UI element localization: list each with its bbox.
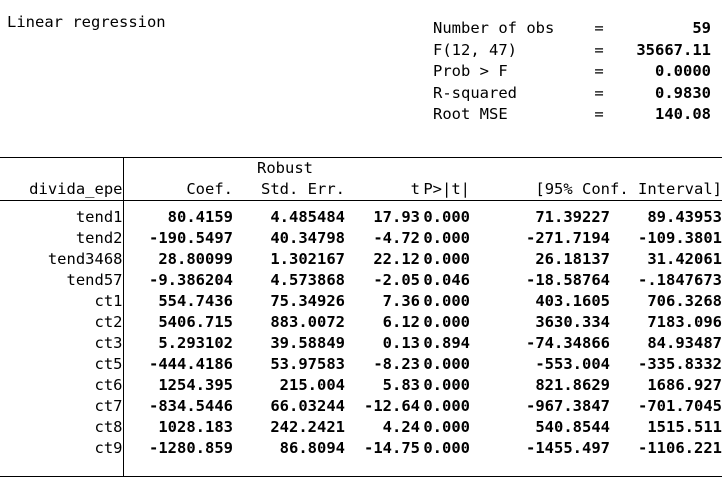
table-row xyxy=(0,438,722,477)
stderr-column-header: Std. Err. xyxy=(233,179,345,201)
coefficient-rows xyxy=(0,201,722,477)
row-value-t: -4.72 xyxy=(373,229,420,247)
p-column-header: P>|t| xyxy=(420,179,470,201)
row-value-stderr: 242.2421 xyxy=(270,418,345,436)
row-value-coef: -444.4186 xyxy=(149,355,233,373)
row-value-ci_low: -74.34866 xyxy=(526,334,610,352)
header-spacer xyxy=(470,158,610,180)
table-row xyxy=(0,375,722,396)
row-value-coef: -834.5446 xyxy=(149,397,233,415)
row-value-t: 0.13 xyxy=(382,334,420,352)
row-value-stderr: 4.573868 xyxy=(270,271,345,289)
row-variable-label: ct3 xyxy=(0,333,123,354)
row-value-p: 0.046 xyxy=(423,271,470,289)
row-value-ci_low: -271.7194 xyxy=(526,229,610,247)
model-stats-table xyxy=(433,12,711,143)
row-value-coef: 28.80099 xyxy=(158,250,233,268)
row-value-p: 0.000 xyxy=(423,376,470,394)
row-value-p: 0.000 xyxy=(423,208,470,226)
row-value-ci_low: 3630.334 xyxy=(535,313,610,331)
equals-sign: = xyxy=(594,83,604,102)
header-spacer xyxy=(123,158,233,180)
row-value-ci_low: -967.3847 xyxy=(526,397,610,415)
row-value-ci_high: 1686.927 xyxy=(647,376,722,394)
row-value-stderr: 75.34926 xyxy=(270,292,345,310)
table-row xyxy=(0,417,722,438)
row-variable-label: ct5 xyxy=(0,354,123,375)
stat-row-obs xyxy=(433,12,711,40)
header-spacer xyxy=(345,158,420,180)
table-row xyxy=(0,201,722,229)
row-value-stderr: 215.004 xyxy=(279,376,345,394)
row-value-ci_high: -.1847673 xyxy=(638,271,722,289)
row-variable-label: tend3468 xyxy=(0,249,123,270)
row-value-coef: 5406.715 xyxy=(158,313,233,331)
robust-header-row xyxy=(0,158,722,180)
equals-sign: = xyxy=(594,40,604,59)
row-value-t: 22.12 xyxy=(373,250,420,268)
table-row xyxy=(0,270,722,291)
table-row xyxy=(0,396,722,417)
row-value-ci_low: 540.8544 xyxy=(535,418,610,436)
row-value-p: 0.894 xyxy=(423,334,470,352)
row-value-coef: 80.4159 xyxy=(167,208,233,226)
stat-value: 0.0000 xyxy=(655,62,711,80)
row-variable-label: tend57 xyxy=(0,270,123,291)
header-spacer xyxy=(610,158,722,180)
equals-sign: = xyxy=(594,105,604,123)
row-value-ci_high: 84.93487 xyxy=(647,334,722,352)
stat-value: 35667.11 xyxy=(636,40,711,59)
row-value-coef: 1028.183 xyxy=(158,418,233,436)
row-value-stderr: 40.34798 xyxy=(270,229,345,247)
stat-value: 59 xyxy=(692,19,711,37)
equals-sign: = xyxy=(594,19,604,37)
results-header xyxy=(0,0,722,157)
robust-label: Robust xyxy=(257,159,313,177)
row-value-ci_high: -109.3801 xyxy=(638,229,722,247)
depvar-label: divida_epe xyxy=(0,179,123,201)
row-value-ci_high: 89.43953 xyxy=(647,208,722,226)
stat-row-f xyxy=(433,40,711,62)
row-value-p: 0.000 xyxy=(423,250,470,268)
row-variable-label: tend1 xyxy=(0,201,123,229)
row-value-t: -12.64 xyxy=(364,397,420,415)
row-value-t: -14.75 xyxy=(364,439,420,457)
row-value-coef: 5.293102 xyxy=(158,334,233,352)
row-value-t: 7.36 xyxy=(382,292,420,310)
column-header-row xyxy=(0,179,722,201)
row-value-ci_low: 71.39227 xyxy=(535,208,610,226)
row-value-stderr: 66.03244 xyxy=(270,397,345,415)
table-row xyxy=(0,291,722,312)
row-value-ci_high: -1106.221 xyxy=(638,439,722,457)
row-variable-label: ct7 xyxy=(0,396,123,417)
row-value-p: 0.000 xyxy=(423,292,470,310)
row-value-coef: -190.5497 xyxy=(149,229,233,247)
table-row xyxy=(0,228,722,249)
row-value-coef: -1280.859 xyxy=(149,439,233,457)
row-value-coef: 1254.395 xyxy=(158,376,233,394)
row-value-stderr: 883.0072 xyxy=(270,313,345,331)
coefficient-table xyxy=(0,157,722,477)
row-value-t: 5.83 xyxy=(382,376,420,394)
stat-label: R-squared xyxy=(433,83,517,102)
row-variable-label: ct2 xyxy=(0,312,123,333)
row-value-stderr: 39.58849 xyxy=(270,334,345,352)
row-value-ci_high: 7183.096 xyxy=(647,313,722,331)
row-value-t: 6.12 xyxy=(382,313,420,331)
row-value-t: -8.23 xyxy=(373,355,420,373)
stat-label: Root MSE xyxy=(433,105,508,123)
table-row xyxy=(0,333,722,354)
row-value-ci_low: 403.1605 xyxy=(535,292,610,310)
row-variable-label: tend2 xyxy=(0,228,123,249)
row-value-p: 0.000 xyxy=(423,313,470,331)
header-spacer xyxy=(420,158,470,180)
ci-column-header: [95% Conf. Interval] xyxy=(470,179,722,201)
equals-sign: = xyxy=(594,62,604,80)
row-value-stderr: 53.97583 xyxy=(270,355,345,373)
row-variable-label: ct9 xyxy=(0,438,123,477)
row-variable-label: ct1 xyxy=(0,291,123,312)
stat-label: F(12, 47) xyxy=(433,40,517,59)
row-value-p: 0.000 xyxy=(423,229,470,247)
row-variable-label: ct6 xyxy=(0,375,123,396)
row-value-ci_low: -18.58764 xyxy=(526,271,610,289)
row-value-coef: 554.7436 xyxy=(158,292,233,310)
stat-row-prob-f xyxy=(433,61,711,83)
row-value-ci_high: -701.7045 xyxy=(638,397,722,415)
row-value-ci_high: -335.8332 xyxy=(638,355,722,373)
row-value-ci_low: 821.8629 xyxy=(535,376,610,394)
regression-type-label: Linear regression xyxy=(7,13,166,31)
stat-value: 0.9830 xyxy=(655,83,711,102)
row-value-stderr: 4.485484 xyxy=(270,208,345,226)
stat-label: Prob > F xyxy=(433,62,508,80)
row-value-stderr: 1.302167 xyxy=(270,250,345,268)
header-spacer xyxy=(0,158,123,180)
row-value-ci_high: 1515.511 xyxy=(647,418,722,436)
row-value-p: 0.000 xyxy=(423,355,470,373)
stat-row-rsquared xyxy=(433,83,711,105)
row-value-ci_low: -553.004 xyxy=(535,355,610,373)
row-value-ci_high: 31.42061 xyxy=(647,250,722,268)
row-value-coef: -9.386204 xyxy=(149,271,233,289)
row-value-ci_low: 26.18137 xyxy=(535,250,610,268)
t-column-header: t xyxy=(345,179,420,201)
row-value-t: 4.24 xyxy=(382,418,420,436)
row-value-p: 0.000 xyxy=(423,397,470,415)
table-row xyxy=(0,312,722,333)
table-row xyxy=(0,249,722,270)
row-value-t: 17.93 xyxy=(373,208,420,226)
row-value-p: 0.000 xyxy=(423,418,470,436)
row-value-t: -2.05 xyxy=(373,271,420,289)
coef-column-header: Coef. xyxy=(123,179,233,201)
row-value-ci_low: -1455.497 xyxy=(526,439,610,457)
row-value-stderr: 86.8094 xyxy=(279,439,345,457)
stat-value: 140.08 xyxy=(655,105,711,123)
row-value-ci_high: 706.3268 xyxy=(647,292,722,310)
row-value-p: 0.000 xyxy=(423,439,470,457)
row-variable-label: ct8 xyxy=(0,417,123,438)
stat-row-root-mse xyxy=(433,104,711,143)
table-row xyxy=(0,354,722,375)
stat-label: Number of obs xyxy=(433,19,555,37)
